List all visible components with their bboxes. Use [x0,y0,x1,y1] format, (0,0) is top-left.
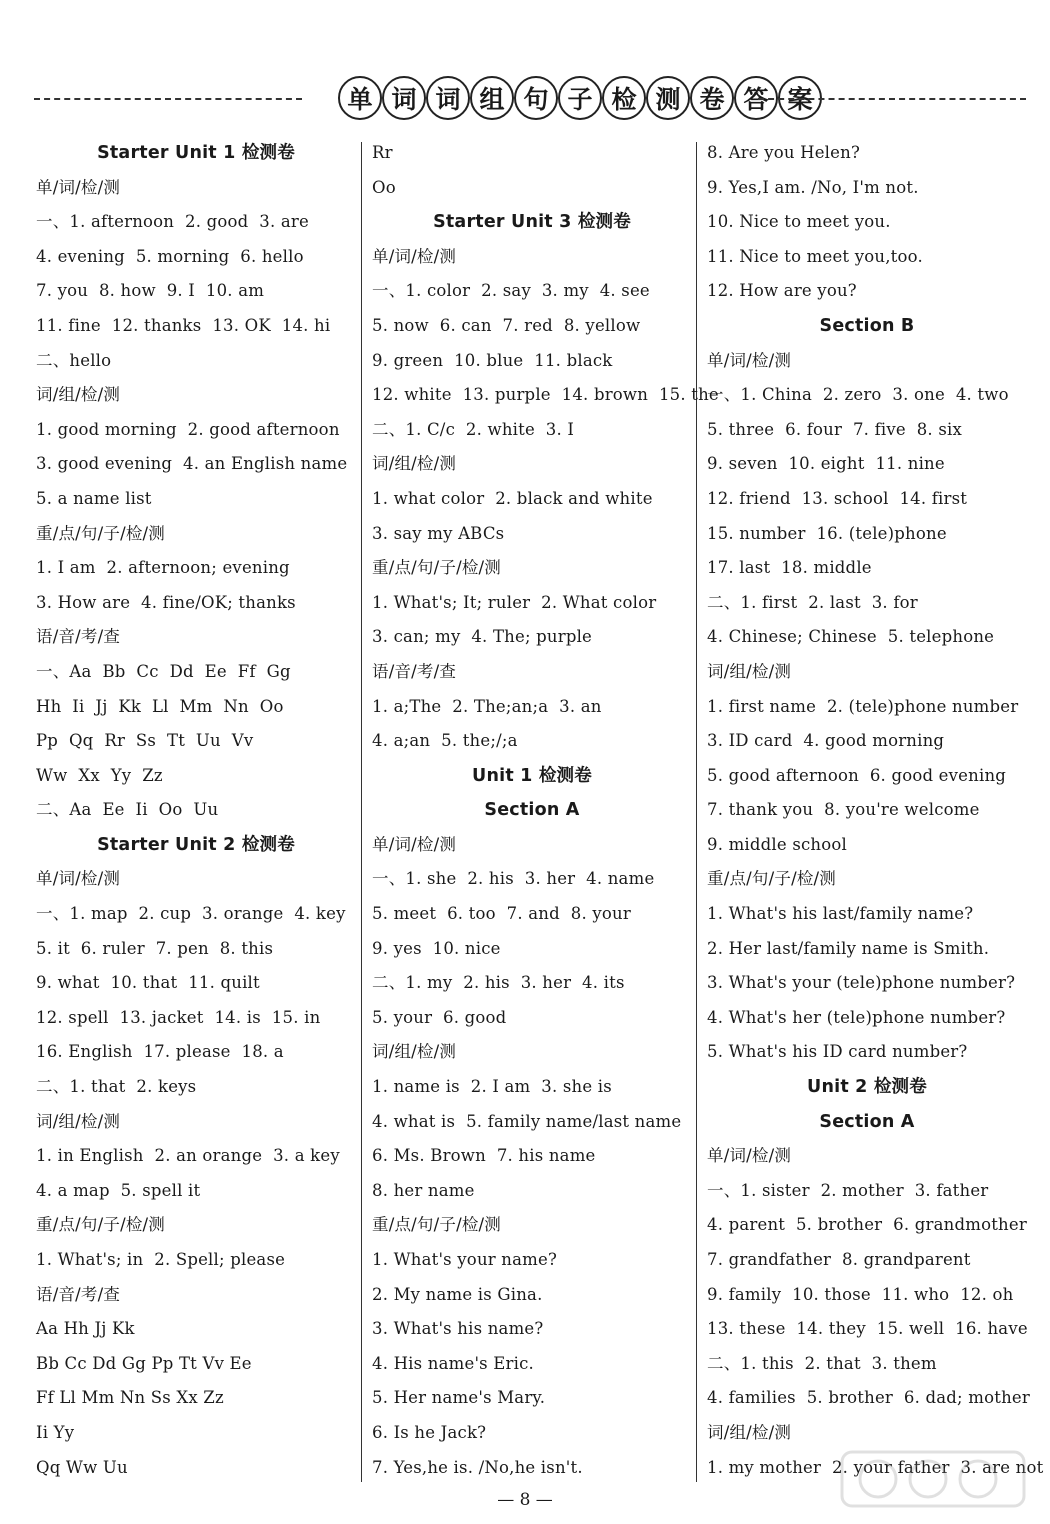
answer-line: 9. middle school [707,834,848,854]
answer-line: 1. What's; It; ruler 2. What color [372,592,657,612]
answer-line: 7. grandfather 8. grandparent [707,1250,971,1269]
answer-line: 1. a;The 2. The;an;a 3. an [372,696,602,716]
answer-line: 16. English 17. please 18. a [36,1042,284,1062]
answer-line: 8. her name [372,1180,475,1200]
answer-line: 一、1. map 2. cup 3. orange 4. key [36,904,346,924]
answer-line: 4. a map 5. spell it [36,1180,201,1200]
title-char: 单 [338,76,382,120]
answer-line: 11. fine 12. thanks 13. OK 14. hi [36,315,331,335]
section-heading: Section A [819,1111,915,1132]
answer-line: 4. evening 5. morning 6. hello [36,246,304,266]
section-heading: Starter Unit 2 检测卷 [97,834,295,855]
answer-line: 6. Is he Jack? [372,1422,487,1442]
category-label: 单/词/检/测 [372,246,457,266]
answer-column-left [36,136,356,1485]
page-number: — 8 — [497,1490,553,1510]
title-char: 测 [646,76,690,120]
category-label: 重/点/句/子/检/测 [372,558,501,578]
answer-line: 1. I am 2. afternoon; evening [36,558,290,578]
answer-line: 12. How are you? [707,281,857,301]
category-label: 重/点/句/子/检/测 [372,1215,501,1235]
category-label: 词/组/检/测 [36,1111,121,1131]
answer-line: Bb Cc Dd Gg Pp Tt Vv Ee [36,1353,252,1373]
answer-line: 3. What's your (tele)phone number? [707,973,1016,993]
answer-line: 7. thank you 8. you're welcome [707,800,980,820]
answer-line: 4. what is 5. family name/last name [372,1111,682,1131]
answer-line: 3. How are 4. fine/OK; thanks [36,592,296,612]
answer-column-right [707,136,1044,1485]
answer-line: 二、1. C/c 2. white 3. I [372,419,575,439]
answer-line: 4. His name's Eric. [372,1353,534,1373]
answer-line: 1. What's your name? [372,1250,558,1269]
answer-line: Pp Qq Rr Ss Tt Uu Vv [36,731,254,751]
category-label: 单/词/检/测 [707,1146,792,1166]
answer-line: 10. Nice to meet you. [707,212,891,232]
answer-line: Qq Ww Uu [36,1457,128,1477]
page-title-bar [34,76,1026,122]
answer-line: 一、1. she 2. his 3. her 4. name [372,869,655,889]
answer-line: 9. seven 10. eight 11. nine [707,454,945,474]
answer-line: 一、1. China 2. zero 3. one 4. two [707,385,1009,405]
section-heading: Starter Unit 3 检测卷 [433,212,631,233]
column-divider [361,142,362,1482]
category-label: 词/组/检/测 [707,1422,792,1442]
section-heading: Section B [819,315,915,336]
category-label: 语/音/考/查 [36,627,121,647]
answer-line: 二、Aa Ee Ii Oo Uu [36,800,219,820]
answer-line: 12. friend 13. school 14. first [707,488,968,508]
answer-line: 4. What's her (tele)phone number? [707,1007,1006,1027]
answer-column-middle [372,136,719,1485]
answer-line: 5. three 6. four 7. five 8. six [707,419,962,439]
answer-line: Ii Yy [36,1422,75,1442]
answer-line: 1. name is 2. I am 3. she is [372,1077,612,1097]
answer-line: 5. What's his ID card number? [707,1042,968,1062]
column-divider [696,142,697,1482]
answer-line: 1. in English 2. an orange 3. a key [36,1146,340,1166]
answer-line: 3. can; my 4. The; purple [372,627,593,647]
answer-line: Hh Ii Jj Kk Ll Mm Nn Oo [36,696,284,716]
answer-line: 1. what color 2. black and white [372,488,653,508]
answer-line: 7. you 8. how 9. I 10. am [36,281,265,301]
title-char: 检 [602,76,646,120]
answer-line: 4. parent 5. brother 6. grandmother [707,1215,1027,1235]
answer-line: 一、Aa Bb Cc Dd Ee Ff Gg [36,661,291,681]
answer-line: 2. Her last/family name is Smith. [707,938,990,958]
answer-line: 5. meet 6. too 7. and 8. your [372,904,631,924]
category-label: 语/音/考/查 [372,661,457,681]
answer-line: 13. these 14. they 15. well 16. have [707,1319,1028,1339]
answer-line: 3. say my ABCs [372,523,505,543]
answer-line: 5. now 6. can 7. red 8. yellow [372,315,641,335]
answer-line: 9. Yes,I am. /No, I'm not. [707,177,919,197]
answer-line: Rr [372,143,393,162]
answer-line: 12. spell 13. jacket 14. is 15. in [36,1007,321,1027]
answer-line: 二、1. first 2. last 3. for [707,592,918,612]
answer-line: 1. What's; in 2. Spell; please [36,1250,286,1269]
answer-line: Ff Ll Mm Nn Ss Xx Zz [36,1388,224,1408]
answer-line: 3. good evening 4. an English name [36,454,348,474]
answer-line: 8. Are you Helen? [707,143,860,162]
title-char: 案 [778,76,822,120]
answer-line: 3. ID card 4. good morning [707,731,945,751]
category-label: 单/词/检/测 [372,834,457,854]
answer-line: 4. Chinese; Chinese 5. telephone [707,627,995,647]
answer-line: 3. What's his name? [372,1319,544,1339]
category-label: 重/点/句/子/检/测 [707,869,836,889]
answer-line: Oo [372,177,396,197]
answer-line: 6. Ms. Brown 7. his name [372,1146,596,1166]
category-label: 语/音/考/查 [36,1284,121,1304]
answer-line: 7. Yes,he is. /No,he isn't. [372,1457,583,1477]
category-label: 重/点/句/子/检/测 [36,523,165,543]
answer-line: 9. green 10. blue 11. black [372,350,613,370]
answer-line: 二、hello [36,350,112,370]
answer-line: 二、1. that 2. keys [36,1077,197,1097]
title-char: 组 [470,76,514,120]
answer-line: 1. my mother 2. your father 3. are not [707,1457,1044,1477]
title-char: 卷 [690,76,734,120]
category-label: 词/组/检/测 [707,661,792,681]
answer-line: 4. a;an 5. the;/;a [372,731,518,751]
section-heading: Starter Unit 1 检测卷 [97,143,295,163]
answer-line: 17. last 18. middle [707,558,872,578]
answer-line: 15. number 16. (tele)phone [707,523,947,543]
section-heading: Unit 1 检测卷 [472,765,592,786]
answer-line: 二、1. my 2. his 3. her 4. its [372,973,625,993]
answer-line: 5. your 6. good [372,1007,507,1027]
answer-line: 5. a name list [36,488,152,508]
answer-line: 9. family 10. those 11. who 12. oh [707,1284,1014,1304]
section-heading: Section A [484,800,580,821]
title-dash-left [34,98,302,100]
title-char: 句 [514,76,558,120]
answer-line: 1. What's his last/family name? [707,904,974,924]
answer-line: 11. Nice to meet you,too. [707,246,923,266]
title-char: 词 [426,76,470,120]
category-label: 单/词/检/测 [36,869,121,889]
answer-line: 1. first name 2. (tele)phone number [707,696,1019,716]
category-label: 重/点/句/子/检/测 [36,1215,165,1235]
answer-line: 2. My name is Gina. [372,1284,543,1304]
category-label: 词/组/检/测 [36,385,121,405]
answer-line: 一、1. afternoon 2. good 3. are [36,212,309,232]
category-label: 词/组/检/测 [372,1042,457,1062]
answer-line: 一、1. color 2. say 3. my 4. see [372,281,650,301]
answer-line: Aa Hh Jj Kk [36,1319,135,1339]
answer-line: 二、1. this 2. that 3. them [707,1353,937,1373]
answer-line: 5. Her name's Mary. [372,1388,546,1408]
watermark-logo-icon [838,1444,1028,1514]
category-label: 单/词/检/测 [707,350,792,370]
page-title [338,76,822,122]
answer-line: 5. it 6. ruler 7. pen 8. this [36,938,274,958]
answer-line: 一、1. sister 2. mother 3. father [707,1180,989,1200]
answer-line: 9. what 10. that 11. quilt [36,973,260,993]
title-char: 子 [558,76,602,120]
answer-line: 12. white 13. purple 14. brown 15. the [372,385,719,405]
answer-line: 5. good afternoon 6. good evening [707,765,1007,785]
answer-line: 1. good morning 2. good afternoon [36,419,340,439]
title-dash-right [758,98,1026,100]
answer-line: Ww Xx Yy Zz [36,765,163,785]
title-char: 答 [734,76,778,120]
answer-line: 9. yes 10. nice [372,938,501,958]
section-heading: Unit 2 检测卷 [807,1077,927,1098]
category-label: 词/组/检/测 [372,454,457,474]
title-char: 词 [382,76,426,120]
answer-line: 4. families 5. brother 6. dad; mother [707,1388,1030,1408]
category-label: 单/词/检/测 [36,177,121,197]
